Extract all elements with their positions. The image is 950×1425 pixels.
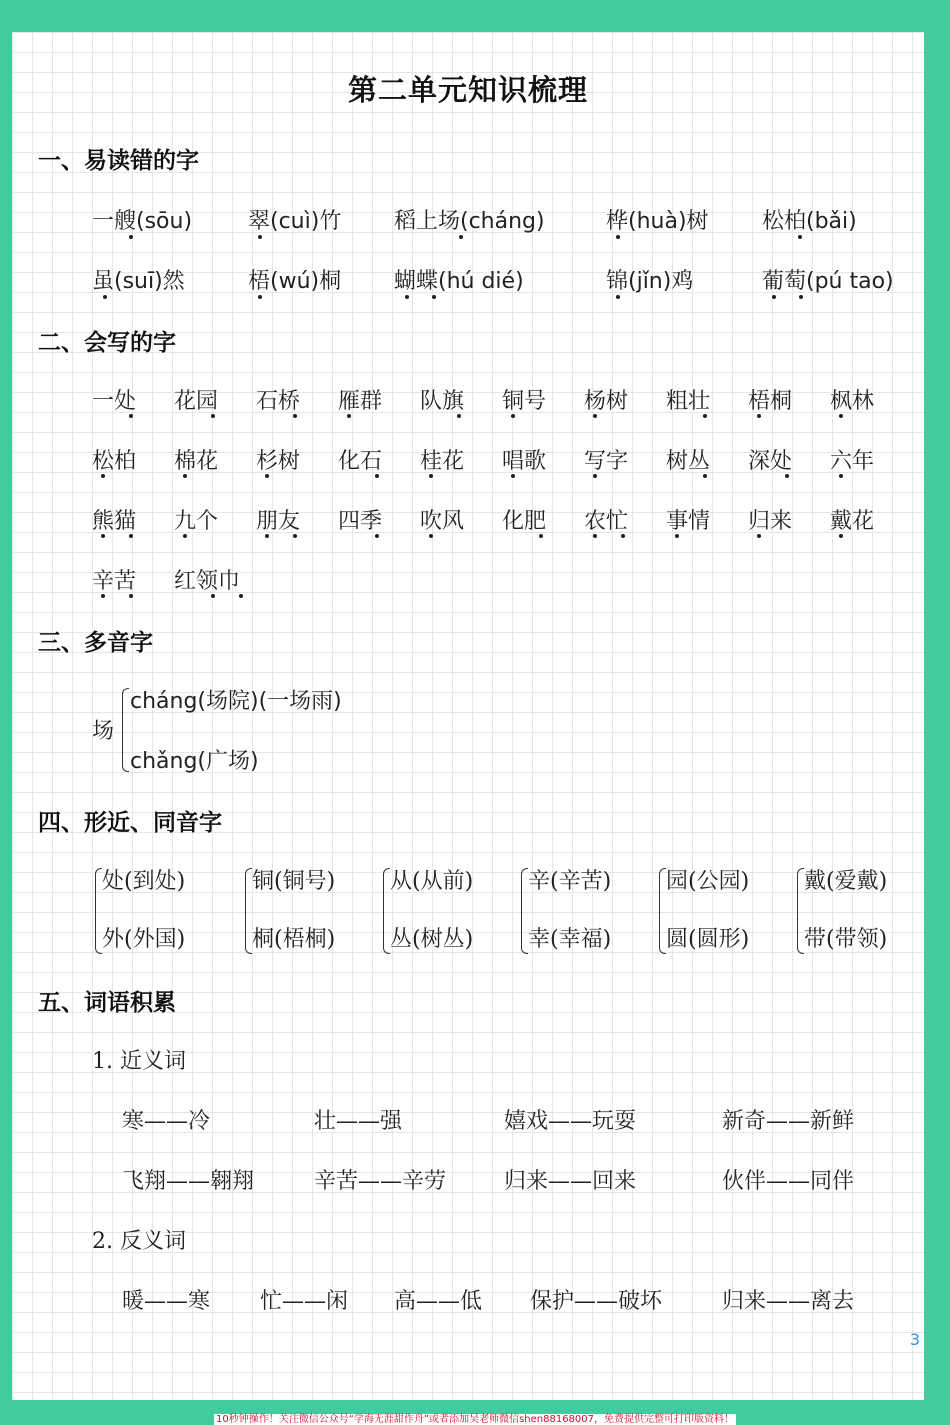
misread-item: 一艘(sōu) [92, 209, 193, 234]
similar-top: 从(从前) [390, 869, 474, 894]
word: 杉树 [256, 449, 301, 474]
emphasis-dot [616, 235, 620, 239]
emphasis-dot [799, 295, 803, 299]
emphasis-dot [405, 295, 409, 299]
emphasis-dot [293, 414, 297, 418]
emphasis-dot [675, 534, 679, 538]
polyphone-reading-2: chǎng(广场) [130, 749, 259, 774]
brace [521, 868, 528, 954]
similar-bottom: 圆(圆形) [666, 927, 750, 952]
word: 九个 [174, 509, 219, 534]
antonym-pair: 暖——寒 [122, 1289, 211, 1314]
brace [245, 868, 252, 954]
similar-bottom: 幸(幸福) [528, 927, 612, 952]
antonym-pair: 忙——闲 [260, 1289, 349, 1314]
word: 桂花 [420, 449, 465, 474]
section-heading-polyphone: 三、多音字 [38, 630, 153, 656]
antonym-label: 2. 反义词 [92, 1229, 186, 1254]
emphasis-dot [511, 474, 515, 478]
word: 队旗 [420, 389, 465, 414]
brace [659, 868, 666, 954]
misread-item: 锦(jǐn)鸡 [606, 269, 694, 294]
word: 化肥 [502, 509, 547, 534]
antonym-pair: 归来——离去 [722, 1289, 855, 1314]
section-heading-similar: 四、形近、同音字 [38, 810, 222, 836]
worksheet-page [12, 32, 924, 1400]
emphasis-dot [265, 474, 269, 478]
word: 树丛 [666, 449, 711, 474]
emphasis-dot [785, 474, 789, 478]
synonym-pair: 辛苦——辛劳 [314, 1169, 447, 1194]
emphasis-dot [103, 295, 107, 299]
word: 吹风 [420, 509, 465, 534]
misread-item: 桦(huà)树 [606, 209, 709, 234]
similar-bottom: 桐(梧桐) [252, 927, 336, 952]
section-heading-writing: 二、会写的字 [38, 330, 176, 356]
brace [122, 688, 129, 772]
word: 化石 [338, 449, 383, 474]
similar-bottom: 外(外国) [102, 927, 186, 952]
word: 六年 [830, 449, 875, 474]
misread-item: 稻上场(cháng) [394, 209, 545, 234]
synonym-pair: 壮——强 [314, 1109, 403, 1134]
emphasis-dot [511, 414, 515, 418]
word: 红领巾 [174, 569, 241, 594]
emphasis-dot [129, 414, 133, 418]
footer-notice [0, 1410, 950, 1425]
emphasis-dot [593, 474, 597, 478]
antonym-pair: 高——低 [394, 1289, 483, 1314]
misread-item: 梧(wú)桐 [248, 269, 342, 294]
word: 雁群 [338, 389, 383, 414]
emphasis-dot [101, 534, 105, 538]
synonym-pair: 新奇——新鲜 [722, 1109, 855, 1134]
word: 写字 [584, 449, 629, 474]
emphasis-dot [593, 414, 597, 418]
emphasis-dot [211, 414, 215, 418]
emphasis-dot [347, 414, 351, 418]
synonym-pair: 归来——回来 [504, 1169, 637, 1194]
word: 花园 [174, 389, 219, 414]
similar-top: 处(到处) [102, 869, 186, 894]
similar-top: 辛(辛苦) [528, 869, 612, 894]
similar-bottom: 丛(树丛) [390, 927, 474, 952]
word: 归来 [748, 509, 793, 534]
word: 熊猫 [92, 509, 137, 534]
emphasis-dot [375, 474, 379, 478]
emphasis-dot [239, 594, 243, 598]
emphasis-dot [616, 295, 620, 299]
emphasis-dot [757, 534, 761, 538]
emphasis-dot [757, 414, 761, 418]
emphasis-dot [621, 534, 625, 538]
emphasis-dot [183, 474, 187, 478]
misread-item: 葡萄(pú tao) [762, 269, 894, 294]
footer-text: 10秒钟操作！关注微信公众号“学海无涯甜作舟”或者添加吴老师微信shen88168007，免费提供完整可打印版资料！ [215, 1414, 735, 1425]
synonym-pair: 伙伴——同伴 [722, 1169, 855, 1194]
emphasis-dot [258, 235, 262, 239]
word: 枫林 [830, 389, 875, 414]
synonym-pair: 嬉戏——玩耍 [504, 1109, 637, 1134]
emphasis-dot [593, 534, 597, 538]
emphasis-dot [293, 534, 297, 538]
word: 杨树 [584, 389, 629, 414]
word: 棉花 [174, 449, 219, 474]
emphasis-dot [429, 474, 433, 478]
word: 松柏 [92, 449, 137, 474]
word: 铜号 [502, 389, 547, 414]
similar-top: 园(公园) [666, 869, 750, 894]
synonym-pair: 飞翔——翱翔 [122, 1169, 255, 1194]
emphasis-dot [432, 295, 436, 299]
emphasis-dot [457, 414, 461, 418]
polyphone-reading-1: cháng(场院)(一场雨) [130, 689, 342, 714]
emphasis-dot [375, 534, 379, 538]
emphasis-dot [129, 534, 133, 538]
page-number: 3 [909, 1330, 920, 1349]
word: 戴花 [830, 509, 875, 534]
emphasis-dot [839, 534, 843, 538]
polyphone-char: 场 [92, 719, 115, 744]
emphasis-dot [129, 235, 133, 239]
emphasis-dot [703, 474, 707, 478]
synonym-label: 1. 近义词 [92, 1049, 186, 1074]
emphasis-dot [839, 474, 843, 478]
emphasis-dot [258, 295, 262, 299]
emphasis-dot [459, 235, 463, 239]
misread-item: 虽(suī)然 [92, 269, 185, 294]
emphasis-dot [539, 534, 543, 538]
similar-top: 戴(爱戴) [804, 869, 888, 894]
emphasis-dot [429, 534, 433, 538]
word: 辛苦 [92, 569, 137, 594]
word: 朋友 [256, 509, 301, 534]
section-heading-vocab: 五、词语积累 [38, 990, 176, 1016]
emphasis-dot [101, 474, 105, 478]
similar-top: 铜(铜号) [252, 869, 336, 894]
page-title: 第二单元知识梳理 [347, 73, 588, 107]
word: 事情 [666, 509, 711, 534]
emphasis-dot [839, 414, 843, 418]
emphasis-dot [703, 414, 707, 418]
misread-item: 松柏(bǎi) [762, 209, 857, 234]
brace [95, 868, 102, 954]
misread-item: 蝴蝶(hú dié) [394, 269, 524, 294]
emphasis-dot [129, 594, 133, 598]
word: 深处 [748, 449, 793, 474]
emphasis-dot [798, 235, 802, 239]
brace [797, 868, 804, 954]
emphasis-dot [183, 534, 187, 538]
emphasis-dot [211, 594, 215, 598]
emphasis-dot [772, 295, 776, 299]
word: 石桥 [256, 389, 301, 414]
word: 唱歌 [502, 449, 547, 474]
emphasis-dot [265, 534, 269, 538]
word: 农忙 [584, 509, 629, 534]
similar-bottom: 带(带领) [804, 927, 888, 952]
section-heading-misread: 一、易读错的字 [38, 148, 199, 174]
brace [383, 868, 390, 954]
word: 梧桐 [748, 389, 793, 414]
antonym-pair: 保护——破坏 [530, 1289, 663, 1314]
word: 粗壮 [666, 389, 711, 414]
word: 四季 [338, 509, 383, 534]
word: 一处 [92, 389, 137, 414]
misread-item: 翠(cuì)竹 [248, 209, 342, 234]
synonym-pair: 寒——冷 [122, 1109, 211, 1134]
emphasis-dot [101, 594, 105, 598]
